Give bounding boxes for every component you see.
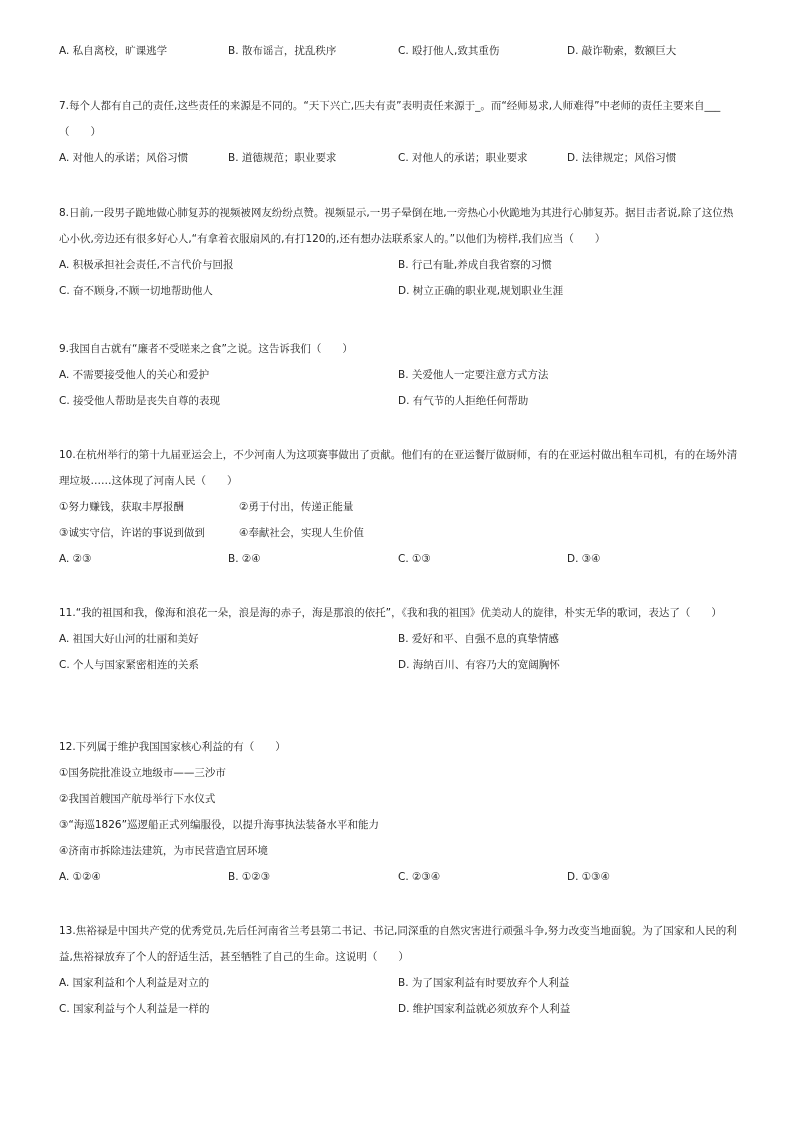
q10-stem: 10.在杭州举行的第十九届亚运会上，不少河南人为这项赛事做出了贡献。他们有的在亚运餐厅做厨师，有的在亚运村做出租车司机，有的在场外清理垃圾……这体现了河南人民（ ） xyxy=(59,449,738,487)
q8-option-c[interactable]: C. 奋不顾身,不顾一切地帮助他人 xyxy=(59,285,213,297)
q7-option-d[interactable]: D. 法律规定；风俗习惯 xyxy=(567,152,677,164)
q9-option-c[interactable]: C. 接受他人帮助是丧失自尊的表现 xyxy=(59,395,221,407)
q11-option-b[interactable]: B. 爱好和平、自强不息的真挚情感 xyxy=(398,633,559,645)
q13-stem: 13.焦裕禄是中国共产党的优秀党员,先后任河南省兰考县第二书记、书记,同深重的自然灾害进行顽强斗争,努力改变当地面貌。为了国家和人民的利益,焦裕禄放弃了个人的舒适生活，甚至牺牲了自己的生命。这说明（ ） xyxy=(59,925,737,963)
q12-statement-1: ①国务院批准设立地级市——三沙市 xyxy=(59,767,226,779)
question-10 xyxy=(59,442,743,572)
q11-options-row-1 xyxy=(59,626,743,652)
q11-options-row-2 xyxy=(59,652,743,678)
q8-option-b[interactable]: B. 行己有耻,养成自我省察的习惯 xyxy=(398,259,552,271)
q13-options-row-1 xyxy=(59,970,743,996)
q9-stem: 9.我国自古就有“廉者不受嗟来之食”之说。这告诉我们（ ） xyxy=(59,343,353,355)
q12-statement-2: ②我国首艘国产航母举行下水仪式 xyxy=(59,793,216,805)
question-13 xyxy=(59,918,743,1022)
q10-statement-4: ④奉献社会，实现人生价值 xyxy=(239,527,364,539)
q9-option-a[interactable]: A. 不需要接受他人的关心和爱护 xyxy=(59,369,210,381)
q6-option-d[interactable]: D. 敲诈勒索，数额巨大 xyxy=(567,45,677,57)
q8-option-a[interactable]: A. 积极承担社会责任,不言代价与回报 xyxy=(59,259,234,271)
q9-option-b[interactable]: B. 关爱他人一定要注意方式方法 xyxy=(398,369,549,381)
q9-options-row-1 xyxy=(59,362,743,388)
question-12 xyxy=(59,734,743,890)
q12-option-a[interactable]: A. ①②④ xyxy=(59,871,101,883)
q6-option-a[interactable]: A. 私自离校，旷课逃学 xyxy=(59,45,168,57)
q11-option-c[interactable]: C. 个人与国家紧密相连的关系 xyxy=(59,659,200,671)
q10-statement-2: ②勇于付出，传递正能量 xyxy=(239,501,354,513)
q10-options xyxy=(59,546,743,572)
question-9 xyxy=(59,336,743,414)
q8-stem: 8.日前,一段男子跪地做心肺复苏的视频被网友纷纷点赞。视频显示,一男子晕倒在地,一旁热心小伙跪地为其进行心肺复苏。据目击者说,除了这位热心小伙,旁边还有很多好心人,“有拿着衣服扇风的,有打120的,还有想办法联系家人的。”以他们为榜样,我们应当（ ） xyxy=(59,207,734,245)
q7-option-a[interactable]: A. 对他人的承诺；风俗习惯 xyxy=(59,152,189,164)
question-11 xyxy=(59,600,743,678)
q11-option-d[interactable]: D. 海纳百川、有容乃大的宽阔胸怀 xyxy=(398,659,560,671)
q8-option-d[interactable]: D. 树立正确的职业观,规划职业生涯 xyxy=(398,285,564,297)
q10-option-b[interactable]: B. ②④ xyxy=(228,553,261,565)
question-7 xyxy=(59,93,743,171)
q9-option-d[interactable]: D. 有气节的人拒绝任何帮助 xyxy=(398,395,529,407)
q13-option-c[interactable]: C. 国家利益与个人利益是一样的 xyxy=(59,1003,210,1015)
q10-statements-row-2 xyxy=(59,520,743,546)
q10-statement-3: ③诚实守信，许诺的事说到做到 xyxy=(59,527,205,539)
q12-statement-3: ③“海巡1826”巡逻船正式列编服役，以提升海事执法装备水平和能力 xyxy=(59,819,380,831)
q7-options xyxy=(59,145,743,171)
q11-option-a[interactable]: A. 祖国大好山河的壮丽和美好 xyxy=(59,633,199,645)
q6-option-b[interactable]: B. 散布谣言，扰乱秩序 xyxy=(228,45,337,57)
q12-stem: 12.下列属于维护我国国家核心利益的有（ ） xyxy=(59,741,286,753)
q10-option-c[interactable]: C. ①③ xyxy=(398,553,431,565)
q6-option-c[interactable]: C. 殴打他人,致其重伤 xyxy=(398,45,500,57)
q13-option-a[interactable]: A. 国家利益和个人利益是对立的 xyxy=(59,977,210,989)
q12-option-b[interactable]: B. ①②③ xyxy=(228,871,271,883)
q13-option-d[interactable]: D. 维护国家利益就必须放弃个人利益 xyxy=(398,1003,571,1015)
q10-option-d[interactable]: D. ③④ xyxy=(567,553,601,565)
q12-statement-4: ④济南市拆除违法建筑，为市民营造宜居环境 xyxy=(59,845,268,857)
q9-options-row-2 xyxy=(59,388,743,414)
q12-option-c[interactable]: C. ②③④ xyxy=(398,871,441,883)
q10-statement-1: ①努力赚钱，获取丰厚报酬 xyxy=(59,501,184,513)
q13-options-row-2 xyxy=(59,996,743,1022)
q7-stem: 7.每个人都有自己的责任,这些责任的来源是不同的。“天下兴亡,匹夫有责”表明责任来源于_。而“经师易求,人师难得”中老师的责任主要来自___（ ） xyxy=(59,100,721,138)
q13-option-b[interactable]: B. 为了国家利益有时要放弃个人利益 xyxy=(398,977,570,989)
q11-stem: 11.“我的祖国和我，像海和浪花一朵，浪是海的赤子，海是那浪的依托”，《我和我的祖国》优美动人的旋律，朴实无华的歌词，表达了（ ） xyxy=(59,607,722,619)
q7-option-c[interactable]: C. 对他人的承诺；职业要求 xyxy=(398,152,528,164)
q12-option-d[interactable]: D. ①③④ xyxy=(567,871,610,883)
q12-options xyxy=(59,864,743,890)
q8-options-row-1 xyxy=(59,252,743,278)
q7-option-b[interactable]: B. 道德规范；职业要求 xyxy=(228,152,337,164)
question-8 xyxy=(59,200,743,304)
q8-options-row-2 xyxy=(59,278,743,304)
question-6 xyxy=(59,38,743,64)
q10-option-a[interactable]: A. ②③ xyxy=(59,553,92,565)
q10-statements-row-1 xyxy=(59,494,743,520)
q6-options xyxy=(59,38,743,64)
